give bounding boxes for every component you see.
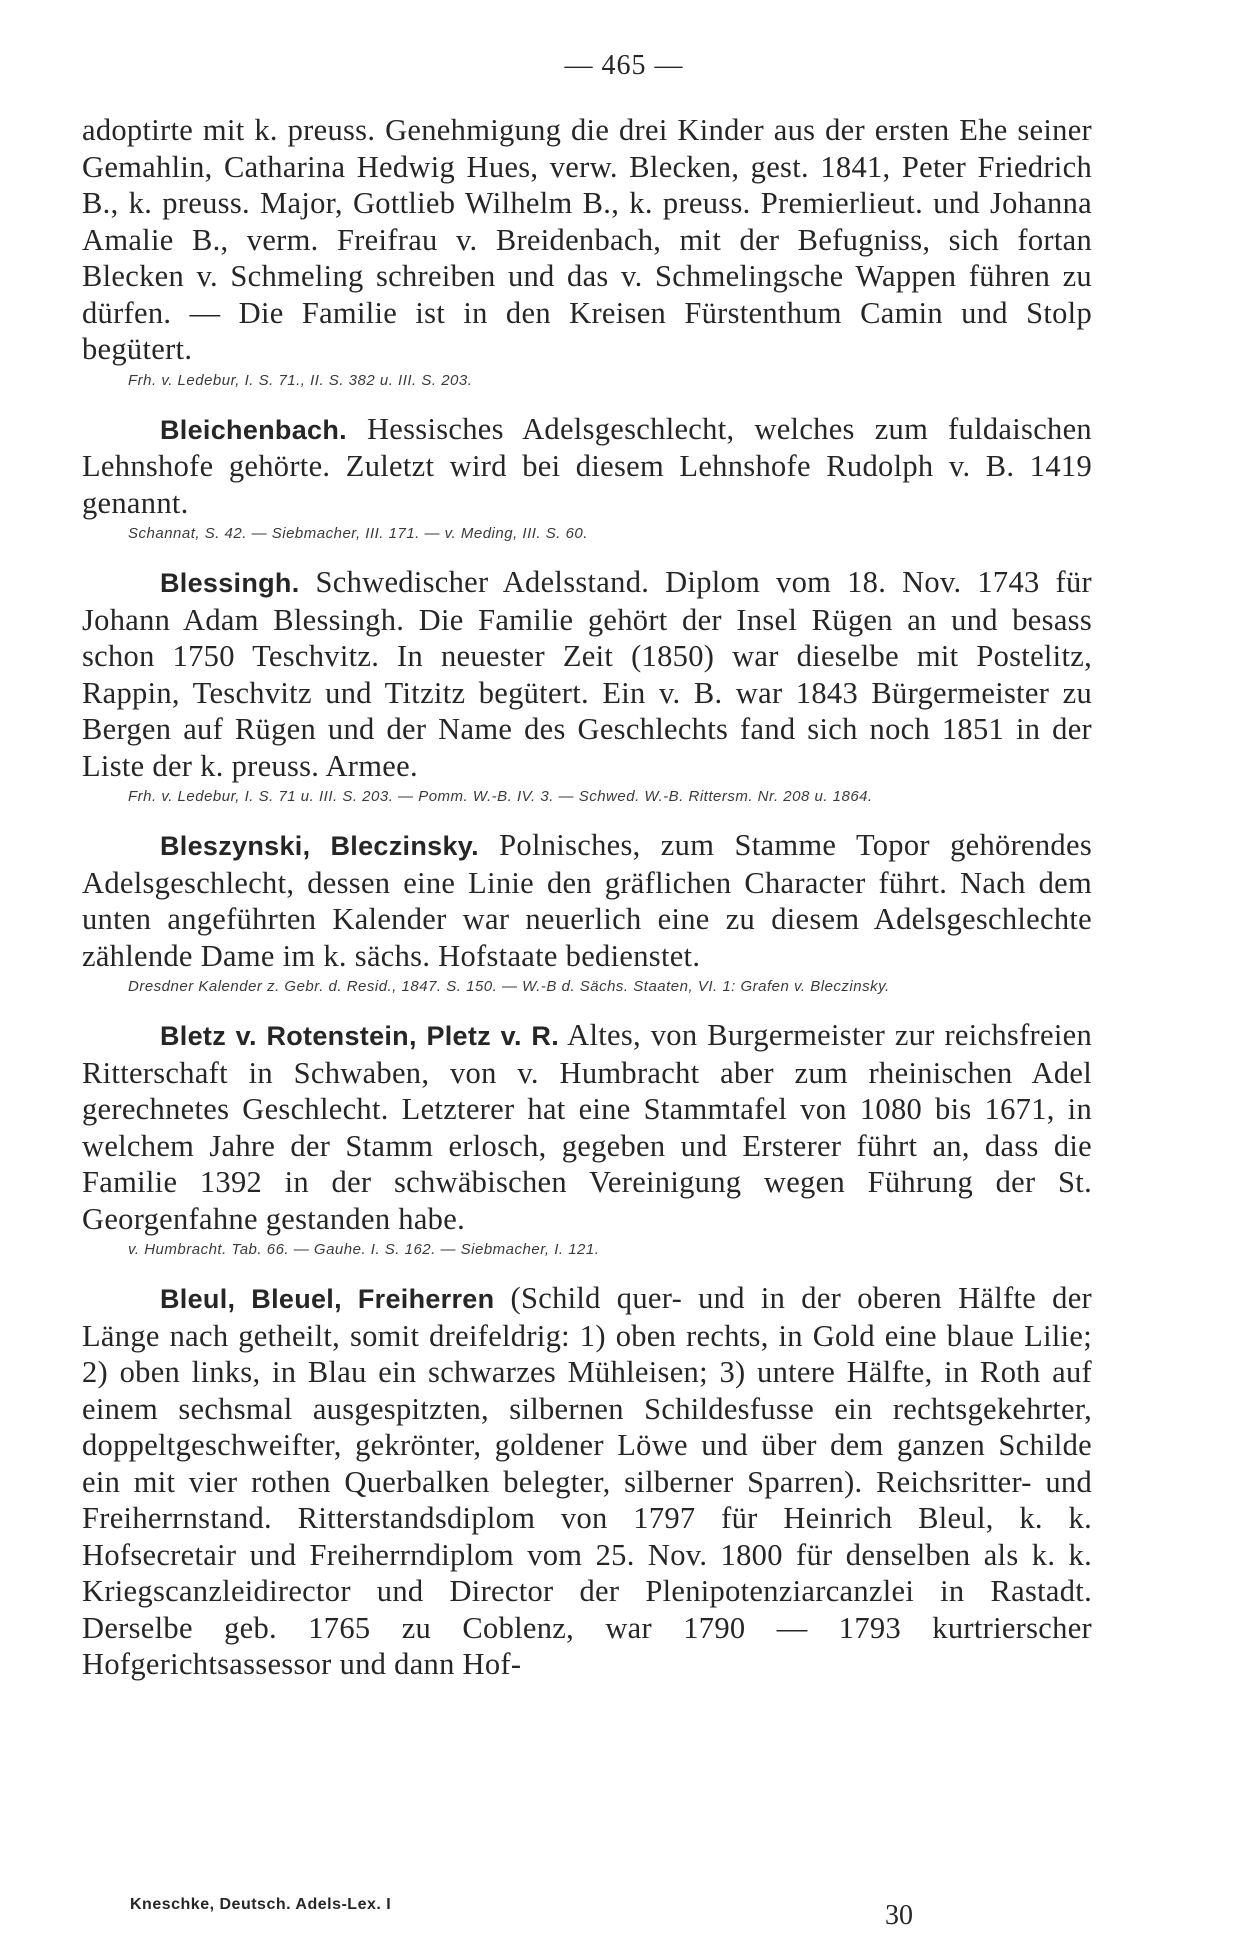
- entry-heading: Bleul, Bleuel, Freiherren: [160, 1284, 495, 1314]
- source-citation: Schannat, S. 42. — Siebmacher, III. 171. — v. Meding, III. S. 60.: [128, 525, 588, 542]
- page-number: — 465 —: [564, 50, 684, 81]
- entry-heading: Bleszynski, Bleczinsky.: [160, 831, 479, 861]
- entry-heading: Blessingh.: [160, 568, 300, 598]
- entry-bleichenbach: [82, 411, 1092, 522]
- entry-text: adoptirte mit k. preuss. Genehmigung die drei Kinder aus der ersten Ehe seiner Gemahlin, Catharina Hedwig Hues, verw. Blecken, gest. 1841, Peter Friedrich B., k. preuss. Major, Gottlieb Wilhelm B., k. preuss. Premierlieut. und Johanna Amalie B., verm. Freifrau v. Breidenbach, mit der Befugniss, sich fortan Blecken v. Schmeling schreiben und das v. Schmelingsche Wappen führen zu dürfen. — Die Familie ist in den Kreisen Fürstenthum Camin und Stolp begütert.: [82, 113, 1092, 366]
- entry-bleul: [82, 1280, 1092, 1683]
- source-citation: Dresdner Kalender z. Gebr. d. Resid., 1847. S. 150. — W.-B d. Sächs. Staaten, VI. 1: Grafen v. Bleczinsky.: [128, 978, 890, 995]
- entry-bleszynski: [82, 827, 1092, 974]
- entry-text: Schwedischer Adelsstand. Diplom vom 18. Nov. 1743 für Johann Adam Blessingh. Die Familie gehört der Insel Rügen an und besass schon 1750 Teschvitz. In neuester Zeit (1850) war dieselbe mit Postelitz, Rappin, Teschvitz und Titzitz begütert. Ein v. B. war 1843 Bürgermeister zu Bergen auf Rügen und der Name des Geschlechts fand sich noch 1851 in der Liste der k. preuss. Armee.: [82, 565, 1092, 783]
- entry-heading: Bletz v. Rotenstein, Pletz v. R.: [160, 1021, 560, 1051]
- source-citation: Frh. v. Ledebur, I. S. 71 u. III. S. 203. — Pomm. W.-B. IV. 3. — Schwed. W.-B. Rittersm. Nr. 208 u. 1864.: [128, 788, 873, 805]
- signature-mark: 30: [885, 1900, 913, 1931]
- entry-heading: Bleichenbach.: [160, 414, 347, 445]
- body-text: [82, 112, 1092, 1683]
- entry-text: Altes, von Burgermeister zur reichsfreien Ritterschaft in Schwaben, von v. Humbracht aber zum rheinischen Adel gerechnetes Geschlecht. Letzterer hat eine Stammtafel von 1080 bis 1671, in welchem Jahre der Stamm erlosch, gegeben und Ersterer führt an, dass die Familie 1392 in der schwäbischen Vereinigung wegen Führung der St. Georgenfahne gestanden habe.: [82, 1018, 1092, 1236]
- entry-blessingh: [82, 564, 1092, 784]
- source-citation: Frh. v. Ledebur, I. S. 71., II. S. 382 u. III. S. 203.: [128, 371, 473, 389]
- source-citation: v. Humbracht. Tab. 66. — Gauhe. I. S. 162. — Siebmacher, I. 121.: [128, 1241, 600, 1258]
- entry-text: Hessisches Adelsgeschlecht, welches zum fuldaischen Lehnshofe gehörte. Zuletzt wird bei diesem Lehnshofe Rudolph v. B. 1419 genannt.: [82, 411, 1092, 520]
- entry-text: (Schild quer- und in der oberen Hälfte der Länge nach getheilt, somit dreifeldrig: 1) oben rechts, in Gold eine blaue Lilie; 2) oben links, in Blau ein schwarzes Mühleisen; 3) untere Hälfte, in Roth auf einem sechsmal ausgespitzten, silbernen Schildesfusse ein rechtsgekehrter, doppeltgeschweifter, gekrönter, goldener Löwe und über dem ganzen Schilde ein mit vier rothen Querbalken belegter, silberner Sparren). Reichsritter- und Freiherrnstand. Ritterstandsdiplom von 1797 für Heinrich Bleul, k. k. Hofsecretair und Freiherrndiplom vom 25. Nov. 1800 für denselben als k. k. Kriegscanzleidirector und Director der Plenipotenziarcanzlei in Rastadt. Derselbe geb. 1765 zu Coblenz, war 1790 — 1793 kurtrierscher Hofgerichtsassessor und dann Hof-: [82, 1281, 1092, 1681]
- footer-source-line: Kneschke, Deutsch. Adels-Lex. I: [130, 1896, 392, 1913]
- entry-bletz: [82, 1017, 1092, 1237]
- entry-continuation: [82, 112, 1092, 368]
- entry-text: Polnisches, zum Stamme Topor gehörendes Adelsgeschlecht, dessen eine Linie den gräflichen Character führt. Nach dem unten angeführten Kalender war neuerlich eine zu diesem Adelsgeschlechte zählende Dame im k. sächs. Hofstaate bedienstet.: [82, 828, 1092, 973]
